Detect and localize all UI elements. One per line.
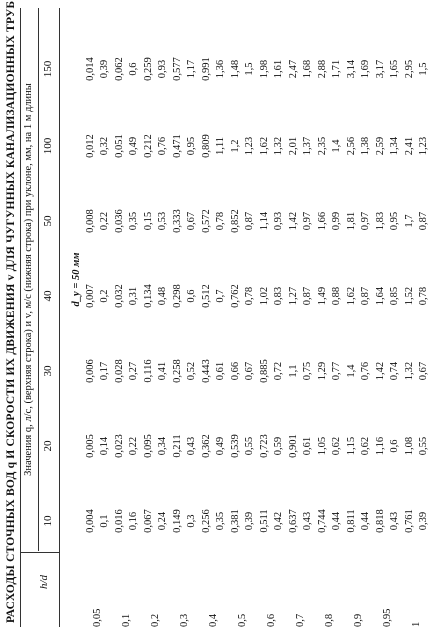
v-value: 1,4	[331, 139, 342, 153]
v-value: 1,38	[360, 136, 371, 156]
v-value: 0,67	[244, 361, 255, 381]
row-label: 0,2	[150, 613, 161, 627]
v-value: 1,69	[360, 59, 371, 79]
v-value: 0,99	[331, 211, 342, 231]
v-value: 0,87	[360, 286, 371, 306]
q-value: 0,811	[346, 509, 357, 533]
q-value: 0,008	[85, 209, 96, 233]
column-header: 20	[42, 440, 54, 452]
v-value: 0,85	[389, 286, 400, 306]
column-header: 50	[42, 215, 54, 227]
column-header: 30	[42, 365, 54, 377]
q-value: 0,211	[172, 434, 183, 458]
v-value: 0,75	[302, 361, 313, 381]
v-value: 0,2	[99, 289, 110, 303]
q-value: 2,35	[317, 136, 328, 156]
v-value: 1,5	[244, 62, 255, 76]
q-value: 0,539	[230, 434, 241, 458]
v-value: 1,32	[273, 136, 284, 156]
v-value: 0,76	[360, 361, 371, 381]
v-value: 0,14	[99, 436, 110, 456]
q-value: 1,48	[230, 59, 241, 79]
v-value: 1,61	[273, 59, 284, 79]
q-value: 1,02	[259, 286, 270, 306]
v-value: 0,55	[244, 436, 255, 456]
q-value: 0,004	[85, 509, 96, 533]
q-value: 3,14	[346, 59, 357, 79]
q-value: 1,32	[404, 361, 415, 381]
v-value: 0,72	[273, 361, 284, 381]
v-value: 0,62	[331, 436, 342, 456]
q-value: 1,14	[259, 211, 270, 231]
v-value: 1,34	[389, 136, 400, 156]
q-value: 0,511	[259, 509, 270, 533]
v-value: 1,23	[244, 136, 255, 156]
column-header: 100	[42, 137, 54, 155]
q-value: 0,116	[143, 359, 154, 383]
q-value: 0,067	[143, 509, 154, 533]
v-value: 0,88	[331, 286, 342, 306]
q-value: 0,15	[143, 211, 154, 231]
q-value: 0,036	[114, 209, 125, 233]
q-value: 0,258	[172, 359, 183, 383]
v-value: 0,6	[128, 62, 139, 76]
v-value: 0,49	[128, 136, 139, 156]
q-value: 2,41	[404, 136, 415, 156]
q-value: 0,032	[114, 284, 125, 308]
q-value: 1,62	[346, 286, 357, 306]
q-value: 0,016	[114, 509, 125, 533]
v-value: 1,36	[215, 59, 226, 79]
q-value: 1,62	[259, 136, 270, 156]
row-label: 0,4	[208, 613, 219, 627]
q-value: 0,298	[172, 284, 183, 308]
v-value: 0,93	[273, 211, 284, 231]
q-value: 1,27	[288, 286, 299, 306]
q-value: 0,818	[375, 509, 386, 533]
v-value: 0,67	[418, 361, 429, 381]
q-value: 0,443	[201, 359, 212, 383]
q-value: 1,1	[288, 364, 299, 378]
v-value: 0,48	[157, 286, 168, 306]
q-value: 0,577	[172, 57, 183, 81]
v-value: 0,43	[186, 436, 197, 456]
section-label	[71, 8, 82, 551]
v-value: 0,61	[215, 361, 226, 381]
v-value: 0,87	[418, 211, 429, 231]
q-value: 0,66	[230, 361, 241, 381]
row-label: 1	[411, 621, 422, 627]
v-value: 0,59	[273, 436, 284, 456]
q-value: 0,381	[230, 509, 241, 533]
q-value: 0,362	[201, 434, 212, 458]
v-value: 0,44	[331, 511, 342, 531]
q-value: 0,512	[201, 284, 212, 308]
v-value: 0,97	[360, 211, 371, 231]
v-value: 0,3	[186, 514, 197, 528]
q-value: 0,333	[172, 209, 183, 233]
row-label: 0,7	[295, 613, 306, 627]
q-value: 0,471	[172, 134, 183, 158]
q-value: 0,572	[201, 209, 212, 233]
q-value: 0,062	[114, 57, 125, 81]
v-value: 0,78	[215, 211, 226, 231]
row-header-divider	[20, 552, 59, 553]
row-label: 0,3	[179, 613, 190, 627]
v-value: 0,53	[157, 211, 168, 231]
v-value: 1,11	[215, 137, 226, 155]
q-value: 0,012	[85, 134, 96, 158]
q-value: 0,723	[259, 434, 270, 458]
q-value: 1,29	[317, 361, 328, 381]
v-value: 0,16	[128, 511, 139, 531]
v-value: 0,74	[389, 361, 400, 381]
q-value: 0,256	[201, 509, 212, 533]
v-value: 0,43	[389, 511, 400, 531]
v-value: 0,27	[128, 361, 139, 381]
v-value: 0,43	[302, 511, 313, 531]
v-value: 0,39	[244, 511, 255, 531]
v-value: 0,52	[186, 361, 197, 381]
v-value: 0,83	[273, 286, 284, 306]
v-value: 0,44	[360, 511, 371, 531]
row-header-label: h/d	[38, 574, 50, 589]
v-value: 0,95	[186, 136, 197, 156]
column-header: 150	[42, 60, 54, 78]
q-value: 0,051	[114, 134, 125, 158]
v-value: 0,78	[244, 286, 255, 306]
column-header: 10	[42, 515, 54, 527]
v-value: 1,17	[186, 59, 197, 79]
row-label: 0,5	[237, 613, 248, 627]
q-value: 2,88	[317, 59, 328, 79]
row-label: 0,1	[121, 613, 132, 627]
row-label: 0,6	[266, 613, 277, 627]
v-value: 0,35	[128, 211, 139, 231]
q-value: 0,991	[201, 57, 212, 81]
v-value: 0,97	[302, 211, 313, 231]
q-value: 0,007	[85, 284, 96, 308]
v-value: 0,77	[331, 361, 342, 381]
q-value: 0,134	[143, 284, 154, 308]
v-value: 1,5	[418, 62, 429, 76]
v-value: 0,1	[99, 514, 110, 528]
q-value: 1,66	[317, 211, 328, 231]
q-value: 1,05	[317, 436, 328, 456]
q-value: 0,637	[288, 509, 299, 533]
row-label: 0,9	[353, 613, 364, 627]
v-value: 1,68	[302, 59, 313, 79]
column-header: 40	[42, 290, 54, 302]
q-value: 1,42	[375, 361, 386, 381]
q-value: 0,005	[85, 434, 96, 458]
section-label-text: d_у = 50 мм	[71, 252, 82, 307]
q-value: 1,98	[259, 59, 270, 79]
v-value: 0,87	[244, 211, 255, 231]
caption-rule	[38, 8, 39, 551]
v-value: 0,55	[418, 436, 429, 456]
v-value: 0,24	[157, 511, 168, 531]
v-value: 0,39	[418, 511, 429, 531]
q-value: 1,7	[404, 214, 415, 228]
q-value: 0,212	[143, 134, 154, 158]
row-label: 0,05	[92, 608, 103, 627]
q-value: 0,901	[288, 434, 299, 458]
q-value: 0,028	[114, 359, 125, 383]
v-value: 0,61	[302, 436, 313, 456]
q-value: 1,15	[346, 436, 357, 456]
v-value: 1,71	[331, 59, 342, 79]
q-value: 1,4	[346, 364, 357, 378]
q-value: 0,023	[114, 434, 125, 458]
v-value: 0,49	[215, 436, 226, 456]
q-value: 1,42	[288, 211, 299, 231]
q-value: 0,149	[172, 509, 183, 533]
row-label: 0,8	[324, 613, 335, 627]
v-value: 0,41	[157, 361, 168, 381]
top-rule	[20, 8, 21, 627]
v-value: 1,65	[389, 59, 400, 79]
q-value: 0,744	[317, 509, 328, 533]
v-value: 0,7	[215, 289, 226, 303]
v-value: 0,35	[215, 511, 226, 531]
q-value: 2,01	[288, 136, 299, 156]
q-value: 1,08	[404, 436, 415, 456]
q-value: 0,014	[85, 57, 96, 81]
q-value: 0,762	[230, 284, 241, 308]
table-title: РАСХОДЫ СТОЧНЫХ ВОД q И СКОРОСТИ ИХ ДВИЖЕНИЯ v ДЛЯ ЧУГУННЫХ КАНАЛИЗАЦИОННЫХ ТРУБ	[5, 0, 17, 623]
q-value: 1,49	[317, 286, 328, 306]
column-caption: Значения q, л/с, (верхняя строка) и v, м/с (нижняя строка) при уклоне, мм, на 1 м длины	[23, 83, 34, 476]
q-value: 1,16	[375, 436, 386, 456]
v-value: 0,78	[418, 286, 429, 306]
v-value: 0,6	[389, 439, 400, 453]
q-value: 0,852	[230, 209, 241, 233]
q-value: 2,59	[375, 136, 386, 156]
q-value: 0,259	[143, 57, 154, 81]
q-value: 2,95	[404, 59, 415, 79]
v-value: 0,22	[99, 211, 110, 231]
header-bottom-rule	[59, 8, 60, 627]
v-value: 0,95	[389, 211, 400, 231]
v-value: 0,76	[157, 136, 168, 156]
q-value: 1,81	[346, 211, 357, 231]
q-value: 0,006	[85, 359, 96, 383]
q-value: 3,17	[375, 59, 386, 79]
v-value: 0,67	[186, 211, 197, 231]
v-value: 0,22	[128, 436, 139, 456]
q-value: 0,761	[404, 509, 415, 533]
q-value: 2,56	[346, 136, 357, 156]
v-value: 0,42	[273, 511, 284, 531]
q-value: 0,809	[201, 134, 212, 158]
v-value: 0,6	[186, 289, 197, 303]
row-label: 0,95	[382, 608, 393, 627]
v-value: 0,32	[99, 136, 110, 156]
v-value: 1,37	[302, 136, 313, 156]
q-value: 1,83	[375, 211, 386, 231]
q-value: 1,52	[404, 286, 415, 306]
q-value: 1,64	[375, 286, 386, 306]
v-value: 0,34	[157, 436, 168, 456]
q-value: 0,885	[259, 359, 270, 383]
q-value: 2,47	[288, 59, 299, 79]
v-value: 0,62	[360, 436, 371, 456]
q-value: 1,2	[230, 139, 241, 153]
v-value: 0,93	[157, 59, 168, 79]
v-value: 0,31	[128, 286, 139, 306]
v-value: 0,39	[99, 59, 110, 79]
v-value: 0,87	[302, 286, 313, 306]
q-value: 0,095	[143, 434, 154, 458]
v-value: 0,17	[99, 361, 110, 381]
v-value: 1,23	[418, 136, 429, 156]
